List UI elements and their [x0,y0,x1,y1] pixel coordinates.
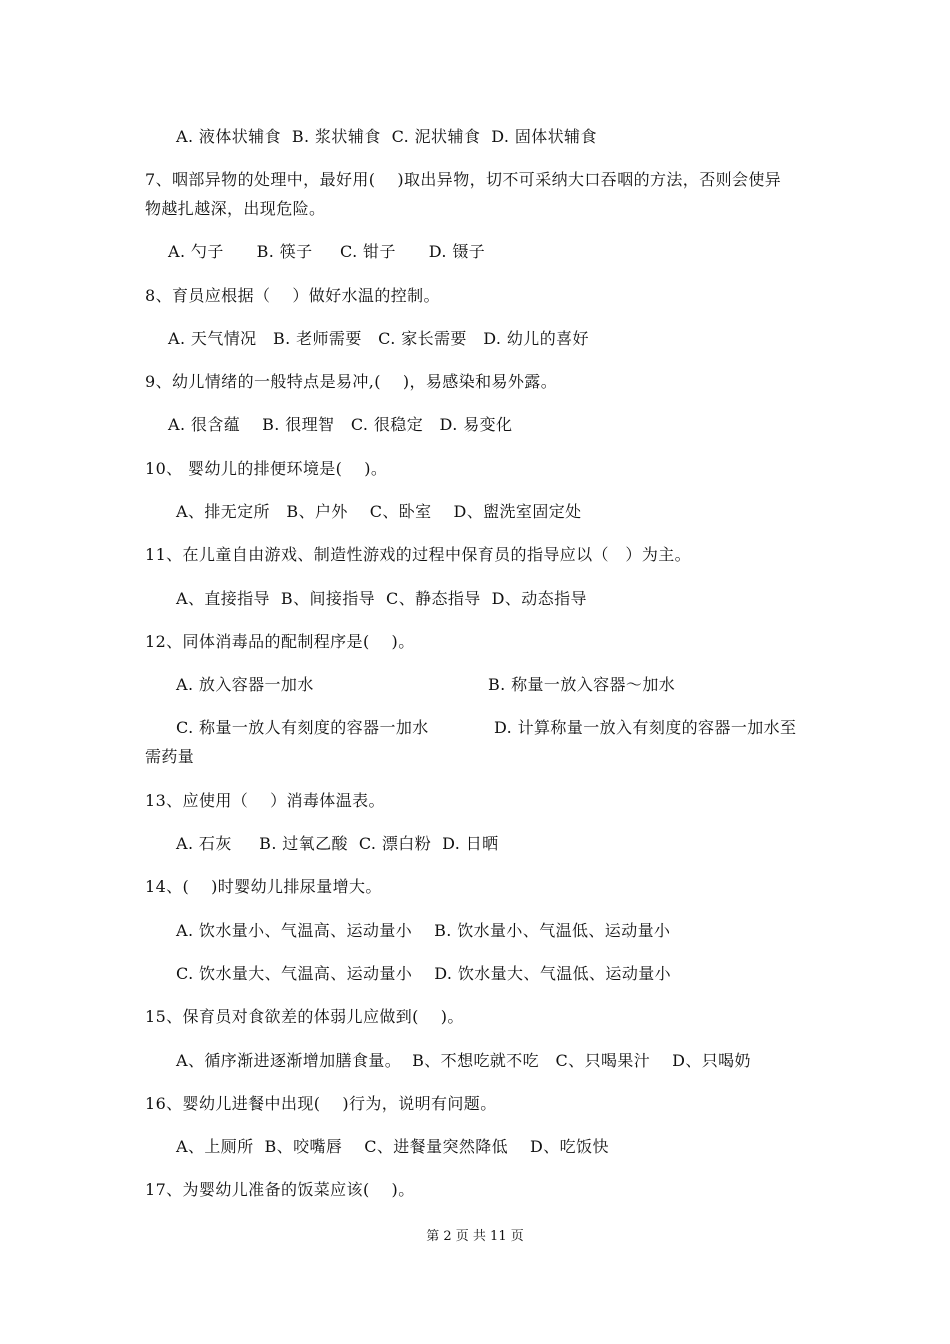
q12-question: 12、同体消毒品的配制程序是( )。 [145,632,415,651]
q16-options: A、上厕所 B、咬嘴唇 C、进餐量突然降低 D、吃饭快 [176,1137,609,1156]
q9-options: A. 很含蕴 B. 很理智 C. 很稳定 D. 易变化 [168,415,513,434]
q8-question: 8、育员应根据（ ）做好水温的控制。 [145,286,440,305]
q14-options-cd: C. 饮水量大、气温高、运动量小 D. 饮水量大、气温低、运动量小 [176,964,672,983]
q15-options: A、循序渐进逐渐增加膳食量。 B、不想吃就不吃 C、只喝果汁 D、只喝奶 [176,1051,751,1070]
q15-question: 15、保育员对食欲差的体弱儿应做到( )。 [145,1007,464,1026]
q7-options: A. 勺子 B. 筷子 C. 钳子 D. 镊子 [168,242,486,261]
q10-question: 10、 婴幼儿的排便环境是( )。 [145,459,388,478]
q12-option-d: D. 计算称量一放入有刻度的容器一加水至 [494,718,797,737]
page-footer: 第 2 页 共 11 页 [426,1229,524,1244]
q12-option-b: B. 称量一放入容器～加水 [488,675,676,694]
q12-option-d-cont: 需药量 [145,747,195,766]
q9-question: 9、幼儿情绪的一般特点是易冲,( )，易感染和易外露。 [145,372,558,391]
q13-options: A. 石灰 B. 过氧乙酸 C. 漂白粉 D. 日晒 [176,834,499,853]
q14-question: 14、( )时婴幼儿排尿量增大。 [145,877,382,896]
q16-question: 16、婴幼儿进餐中出现( )行为，说明有问题。 [145,1094,497,1113]
q11-question: 11、在儿童自由游戏、制造性游戏的过程中保育员的指导应以（ ）为主。 [145,545,692,564]
q8-options: A. 天气情况 B. 老师需要 C. 家长需要 D. 幼儿的喜好 [168,329,589,348]
q6-options: A. 液体状辅食 B. 浆状辅食 C. 泥状辅食 D. 固体状辅食 [176,127,597,146]
q11-options: A、直接指导 B、间接指导 C、静态指导 D、动态指导 [176,589,587,608]
q12-option-a: A. 放入容器一加水 [176,675,314,694]
q17-question: 17、为婴幼儿准备的饭菜应该( )。 [145,1180,415,1199]
q7-question-line2: 物越扎越深，出现危险。 [145,199,326,218]
q13-question: 13、应使用（ ）消毒体温表。 [145,791,385,810]
q10-options: A、排无定所 B、户外 C、卧室 D、盥洗室固定处 [176,502,582,521]
q7-question-line1: 7、咽部异物的处理中，最好用( )取出异物，切不可采纳大口吞咽的方法，否则会使异 [145,170,782,189]
q12-option-c: C. 称量一放人有刻度的容器一加水 [176,718,429,737]
q14-options-ab: A. 饮水量小、气温高、运动量小 B. 饮水量小、气温低、运动量小 [176,921,671,940]
